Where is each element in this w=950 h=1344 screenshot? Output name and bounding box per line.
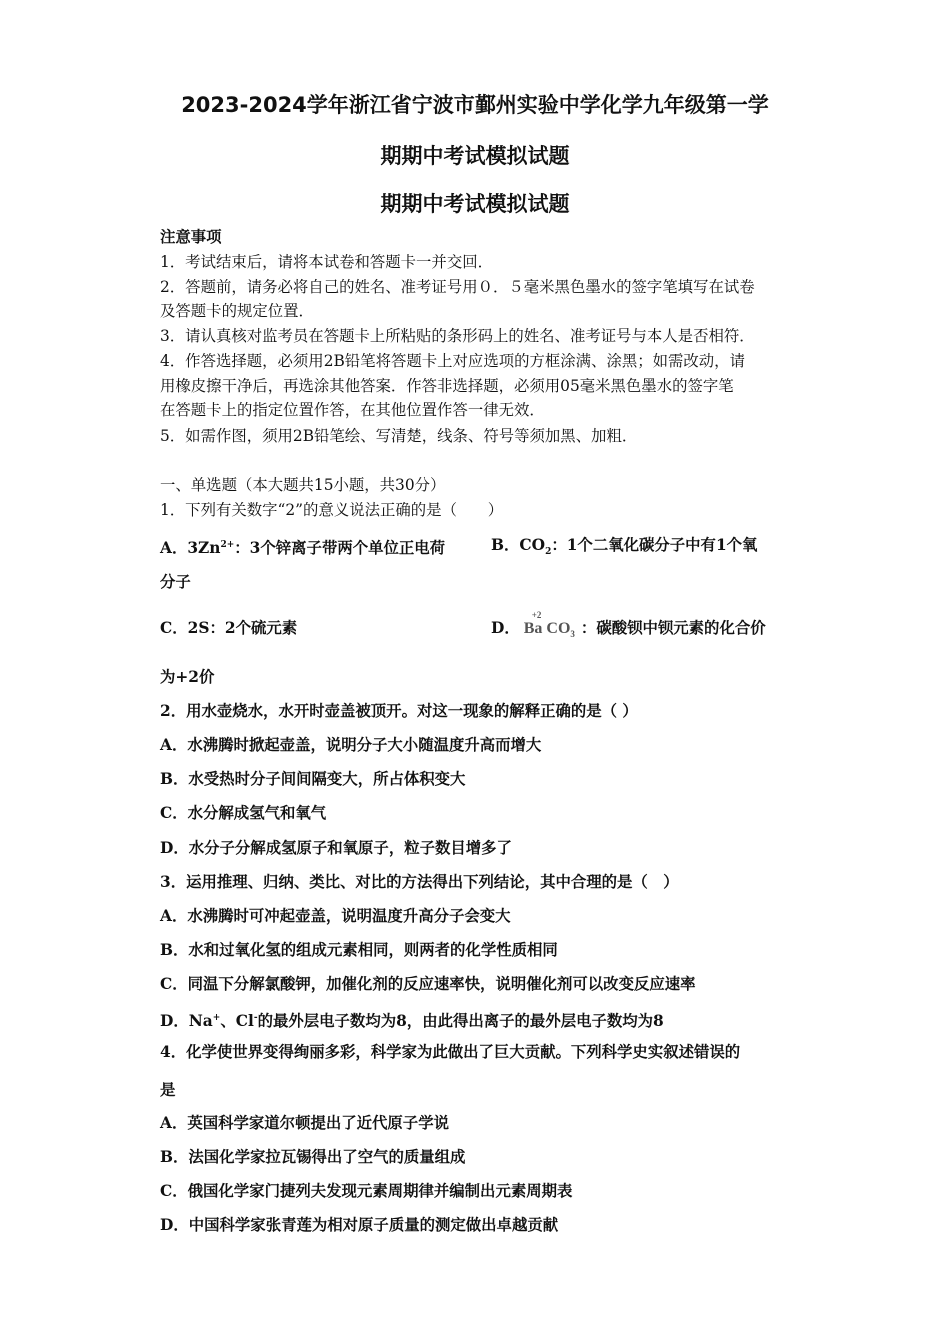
notice-line: 及答题卡的规定位置． <box>160 302 314 320</box>
question-1-option-d-continued: 为+2价 <box>160 668 215 686</box>
notice-line: 1．考试结束后，请将本试卷和答题卡一并交回． <box>160 253 493 271</box>
section-heading: 一、单选题（本大题共15小题，共30分） <box>160 476 446 494</box>
option-b-formula: B．CO <box>491 536 546 554</box>
chloride-charge: - <box>253 1013 258 1023</box>
question-4-option-a: A．英国科学家道尔顿提出了近代原子学说 <box>160 1114 449 1132</box>
question-3-option-b: B．水和过氧化氢的组成元素相同，则两者的化学性质相同 <box>160 941 558 959</box>
question-1-option-b <box>491 535 757 562</box>
formula-subscript: 3 <box>570 629 575 640</box>
question-2-option-d: D．水分子分解成氢原子和氧原子，粒子数目增多了 <box>160 839 512 857</box>
sodium-ion: D．Na <box>160 1012 213 1031</box>
question-3-stem: 3．运用推理、归纳、类比、对比的方法得出下列结论，其中合理的是（ ） <box>160 873 679 891</box>
question-1-option-c: C．2S：2个硫元素 <box>160 619 298 637</box>
notice-line: 4．作答选择题，必须用2B铅笔将答题卡上对应选项的方框涂满、涂黑；如需改动，请 <box>160 352 745 370</box>
question-1-option-d <box>491 610 766 644</box>
notice-line: 2．答题前，请务必将自己的姓名、准考证号用０．５毫米黑色墨水的签字笔填写在试卷 <box>160 278 755 296</box>
option-a-text: ：3个锌离子带两个单位正电荷 <box>234 539 446 558</box>
chloride-ion: 、Cl <box>220 1012 254 1031</box>
question-1-option-a <box>160 535 445 558</box>
question-4-option-b: B．法国化学家拉瓦锡得出了空气的质量组成 <box>160 1148 466 1166</box>
question-1-option-b-continued: 分子 <box>160 573 191 591</box>
option-a-formula: A．3Zn <box>160 539 221 558</box>
barium-carbonate-formula <box>523 610 575 644</box>
option-d-label: D． <box>491 619 520 637</box>
question-3-option-d <box>160 1008 664 1031</box>
notice-heading: 注意事项 <box>160 228 222 246</box>
notice-line: 3．请认真核对监考员在答题卡上所粘贴的条形码上的姓名、准考证号与本人是否相符． <box>160 327 755 345</box>
notice-line: 5．如需作图，须用2B铅笔绘、写清楚，线条、符号等须加黑、加粗． <box>160 427 638 445</box>
option-a-charge: 2+ <box>220 540 235 550</box>
question-4-option-d: D．中国科学家张青莲为相对原子质量的测定做出卓越贡献 <box>160 1216 559 1234</box>
page-title-line-3: 期期中考试模拟试题 <box>380 192 570 216</box>
question-4-option-c: C．俄国化学家门捷列夫发现元素周期律并编制出元素周期表 <box>160 1182 573 1200</box>
notice-line: 用橡皮擦干净后，再选涂其他答案．作答非选择题，必须用05毫米黑色墨水的签字笔 <box>160 377 734 395</box>
formula-co: CO <box>546 620 571 637</box>
option-b-subscript: 2 <box>545 547 552 558</box>
question-3-option-c: C．同温下分解氯酸钾，加催化剂的反应速率快，说明催化剂可以改变反应速率 <box>160 975 696 993</box>
question-2-option-a: A．水沸腾时掀起壶盖，说明分子大小随温度升高而增大 <box>160 736 542 754</box>
sodium-charge: + <box>212 1013 221 1023</box>
page-title-line-2: 期期中考试模拟试题 <box>380 144 570 168</box>
question-3-option-a: A．水沸腾时可冲起壶盖，说明温度升高分子会变大 <box>160 907 511 925</box>
option-d-text: 的最外层电子数均为8，由此得出离子的最外层电子数均为8 <box>257 1012 664 1031</box>
question-4-stem: 4．化学使世界变得绚丽多彩，科学家为此做出了巨大贡献。下列科学史实叙述错误的 <box>160 1043 741 1061</box>
question-4-stem-continued: 是 <box>160 1081 176 1099</box>
page-title-line-1: 2023-2024学年浙江省宁波市鄞州实验中学化学九年级第一学 <box>181 93 769 117</box>
oxidation-state: +2 <box>531 610 542 620</box>
option-d-text: ：碳酸钡中钡元素的化合价 <box>580 619 766 637</box>
question-2-option-b: B．水受热时分子间间隔变大，所占体积变大 <box>160 770 466 788</box>
question-2-option-c: C．水分解成氢气和氧气 <box>160 804 327 822</box>
option-b-text: ：1个二氧化碳分子中有1个氧 <box>551 536 758 554</box>
question-2-stem: 2．用水壶烧水，水开时壶盖被顶开。对这一现象的解释正确的是（ ） <box>160 702 638 720</box>
question-1-stem: 1．下列有关数字“2”的意义说法正确的是（ ） <box>160 501 504 519</box>
formula-ba: Ba <box>523 620 543 637</box>
notice-line: 在答题卡上的指定位置作答，在其他位置作答一律无效． <box>160 401 545 419</box>
